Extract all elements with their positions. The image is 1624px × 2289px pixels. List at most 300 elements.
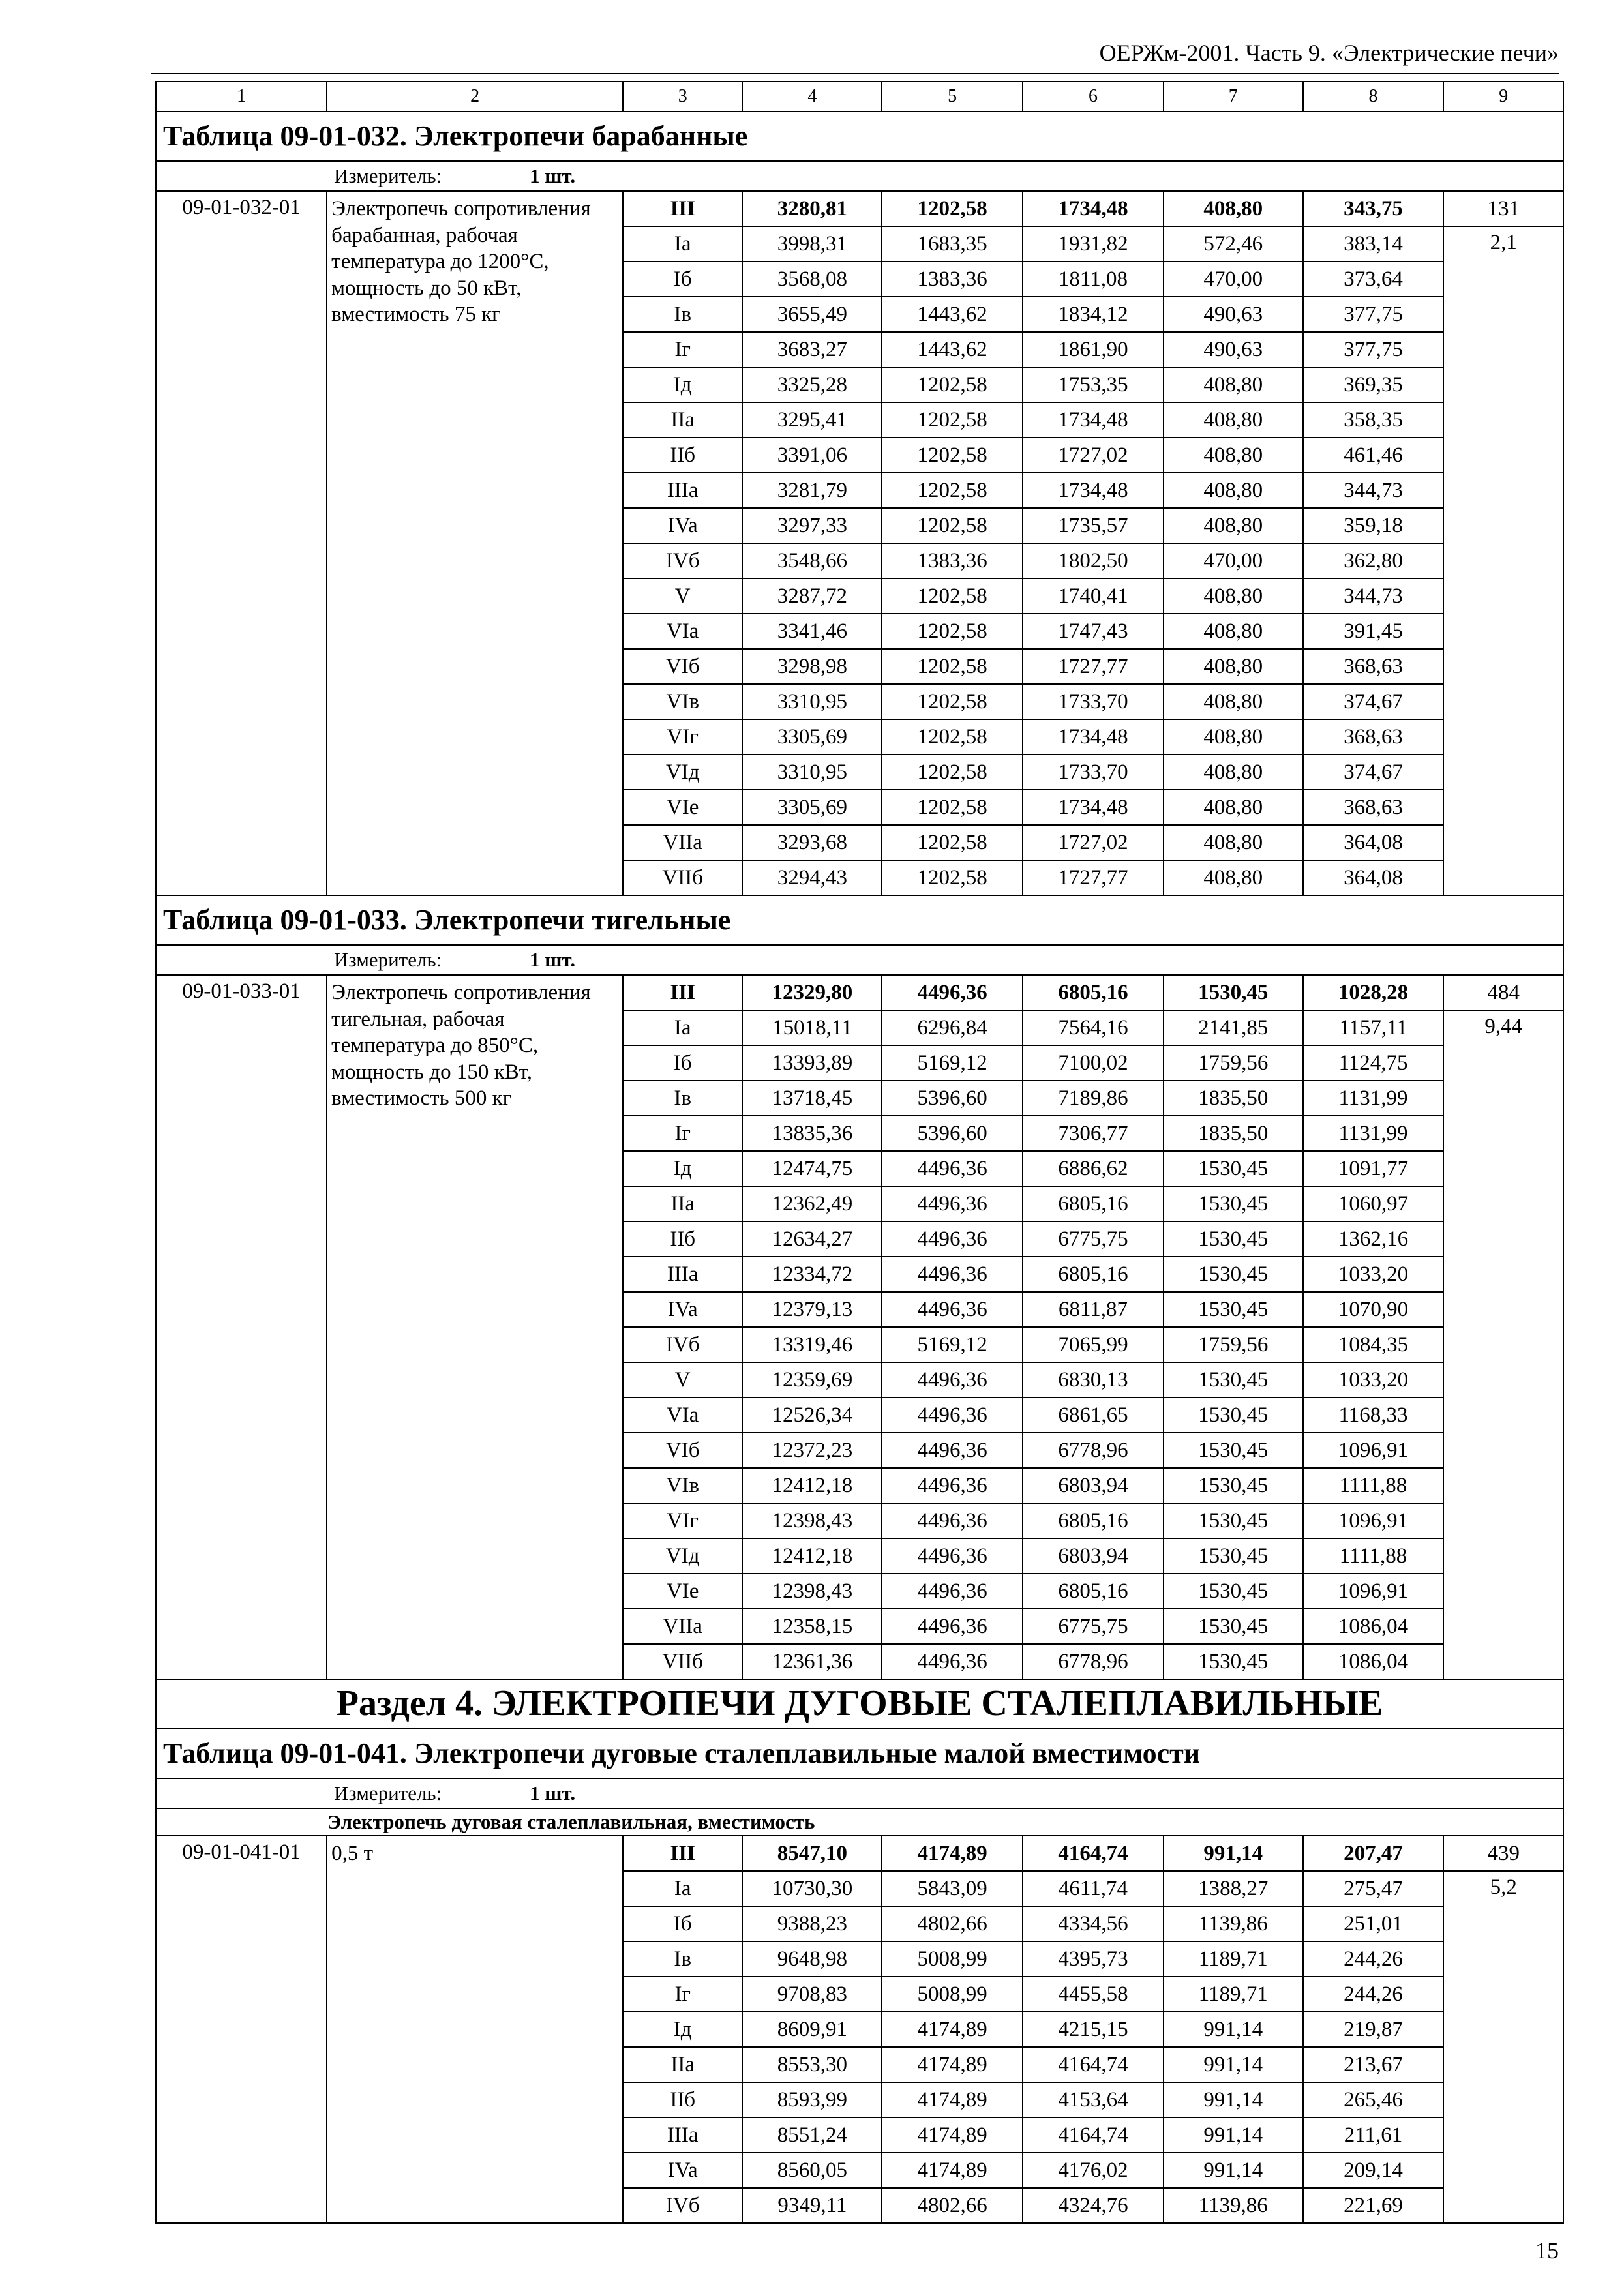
- value-cell: 7564,16: [1023, 1010, 1164, 1045]
- meter-label: Измеритель:: [334, 948, 442, 971]
- value-cell: 1530,45: [1164, 1538, 1303, 1574]
- value-cell: 5008,99: [882, 1941, 1023, 1977]
- value-cell: 1388,27: [1164, 1871, 1303, 1906]
- value-cell: 1727,77: [1023, 860, 1164, 895]
- value-cell: 3310,95: [742, 684, 882, 719]
- value-cell: 1189,71: [1164, 1977, 1303, 2012]
- value-cell: 3298,98: [742, 649, 882, 684]
- value-cell: 991,14: [1164, 2082, 1303, 2117]
- value-cell: 364,08: [1303, 860, 1444, 895]
- table-row: [156, 975, 1563, 1010]
- value-cell: 344,73: [1303, 578, 1444, 614]
- value-cell: 6861,65: [1023, 1398, 1164, 1433]
- value-cell: 408,80: [1164, 367, 1303, 402]
- value-cell: 15018,11: [742, 1010, 882, 1045]
- value-cell: 408,80: [1164, 719, 1303, 755]
- value-cell: 3325,28: [742, 367, 882, 402]
- value-cell: 6805,16: [1023, 1574, 1164, 1609]
- wage-rate: 2,1: [1443, 226, 1563, 895]
- table-title: Таблица 09-01-032. Электропечи барабанные: [156, 112, 1563, 161]
- value-cell: 3310,95: [742, 755, 882, 790]
- value-cell: 8560,05: [742, 2153, 882, 2188]
- value-cell: 1802,50: [1023, 543, 1164, 578]
- value-cell: 362,80: [1303, 543, 1444, 578]
- value-cell: 4455,58: [1023, 1977, 1164, 2012]
- value-cell: 12359,69: [742, 1362, 882, 1398]
- value-cell: 1086,04: [1303, 1609, 1444, 1644]
- meter-row: [156, 1778, 1563, 1808]
- value-cell: 383,14: [1303, 226, 1444, 262]
- value-cell: 1834,12: [1023, 297, 1164, 332]
- value-cell: 1202,58: [882, 473, 1023, 508]
- value-cell: 8551,24: [742, 2117, 882, 2153]
- value-cell: 4174,89: [882, 1836, 1023, 1871]
- zone-cell: Iг: [623, 332, 743, 367]
- value-cell: 991,14: [1164, 2117, 1303, 2153]
- value-cell: 490,63: [1164, 332, 1303, 367]
- value-cell: 12329,80: [742, 975, 882, 1010]
- value-cell: 408,80: [1164, 438, 1303, 473]
- value-cell: 8593,99: [742, 2082, 882, 2117]
- zone-cell: III: [623, 1836, 743, 1871]
- value-cell: 369,35: [1303, 367, 1444, 402]
- value-cell: 6886,62: [1023, 1151, 1164, 1186]
- value-cell: 1530,45: [1164, 1503, 1303, 1538]
- value-cell: 211,61: [1303, 2117, 1444, 2153]
- zone-cell: IIб: [623, 1221, 743, 1257]
- value-cell: 6803,94: [1023, 1538, 1164, 1574]
- zone-cell: V: [623, 1362, 743, 1398]
- column-number: 6: [1023, 82, 1164, 112]
- value-cell: 374,67: [1303, 755, 1444, 790]
- value-cell: 4496,36: [882, 1151, 1023, 1186]
- value-cell: 4496,36: [882, 975, 1023, 1010]
- value-cell: 6805,16: [1023, 1503, 1164, 1538]
- value-cell: 9648,98: [742, 1941, 882, 1977]
- value-cell: 1530,45: [1164, 1433, 1303, 1468]
- value-cell: 1139,86: [1164, 1906, 1303, 1941]
- value-cell: 3305,69: [742, 719, 882, 755]
- value-cell: 9708,83: [742, 1977, 882, 2012]
- value-cell: 1383,36: [882, 262, 1023, 297]
- value-cell: 6805,16: [1023, 975, 1164, 1010]
- value-cell: 12474,75: [742, 1151, 882, 1186]
- value-cell: 1530,45: [1164, 1574, 1303, 1609]
- value-cell: 1759,56: [1164, 1327, 1303, 1362]
- item-description: Электропечь сопротивления барабанная, рабочая температура до 1200°С, мощность до 50 кВт, вместимость 75 кг: [327, 191, 623, 895]
- value-cell: 1811,08: [1023, 262, 1164, 297]
- value-cell: 408,80: [1164, 790, 1303, 825]
- meter-value: 1 шт.: [530, 1781, 576, 1804]
- value-cell: 4496,36: [882, 1398, 1023, 1433]
- value-cell: 7100,02: [1023, 1045, 1164, 1081]
- value-cell: 1683,35: [882, 226, 1023, 262]
- value-cell: 1530,45: [1164, 975, 1303, 1010]
- value-cell: 3297,33: [742, 508, 882, 543]
- value-cell: 1530,45: [1164, 1609, 1303, 1644]
- table-row: [156, 191, 1563, 226]
- value-cell: 408,80: [1164, 825, 1303, 860]
- zone-cell: IVб: [623, 1327, 743, 1362]
- value-cell: 1202,58: [882, 367, 1023, 402]
- value-cell: 490,63: [1164, 297, 1303, 332]
- value-cell: 12398,43: [742, 1574, 882, 1609]
- value-cell: 4496,36: [882, 1221, 1023, 1257]
- value-cell: 1734,48: [1023, 790, 1164, 825]
- value-cell: 1530,45: [1164, 1398, 1303, 1433]
- zone-cell: IIIa: [623, 2117, 743, 2153]
- value-cell: 3655,49: [742, 297, 882, 332]
- zone-cell: VIIб: [623, 1644, 743, 1679]
- zone-cell: Iг: [623, 1116, 743, 1151]
- value-cell: 1735,57: [1023, 508, 1164, 543]
- zone-cell: Iд: [623, 1151, 743, 1186]
- value-cell: 1086,04: [1303, 1644, 1444, 1679]
- value-cell: 1060,97: [1303, 1186, 1444, 1221]
- zone-cell: VIa: [623, 1398, 743, 1433]
- subtitle-row: [156, 1808, 1563, 1836]
- zone-cell: VIв: [623, 1468, 743, 1503]
- value-cell: 6805,16: [1023, 1186, 1164, 1221]
- zone-cell: VIa: [623, 614, 743, 649]
- value-cell: 1530,45: [1164, 1186, 1303, 1221]
- value-cell: 1096,91: [1303, 1433, 1444, 1468]
- zone-cell: Ia: [623, 1010, 743, 1045]
- value-cell: 4496,36: [882, 1186, 1023, 1221]
- page-number: 15: [1535, 2237, 1559, 2264]
- value-cell: 1202,58: [882, 755, 1023, 790]
- zone-cell: IVa: [623, 2153, 743, 2188]
- value-cell: 1383,36: [882, 543, 1023, 578]
- value-cell: 1443,62: [882, 297, 1023, 332]
- value-cell: 4174,89: [882, 2082, 1023, 2117]
- value-cell: 4611,74: [1023, 1871, 1164, 1906]
- zone-cell: IIб: [623, 2082, 743, 2117]
- section-row: [156, 1679, 1563, 1729]
- value-cell: 4496,36: [882, 1538, 1023, 1574]
- value-cell: 1111,88: [1303, 1538, 1444, 1574]
- value-cell: 359,18: [1303, 508, 1444, 543]
- value-cell: 1734,48: [1023, 191, 1164, 226]
- value-cell: 1759,56: [1164, 1045, 1303, 1081]
- value-cell: 1740,41: [1023, 578, 1164, 614]
- value-cell: 213,67: [1303, 2047, 1444, 2082]
- value-cell: 1202,58: [882, 402, 1023, 438]
- value-cell: 1202,58: [882, 614, 1023, 649]
- value-cell: 1835,50: [1164, 1081, 1303, 1116]
- value-cell: 1202,58: [882, 790, 1023, 825]
- meter: [156, 161, 1563, 191]
- value-cell: 6803,94: [1023, 1468, 1164, 1503]
- value-cell: 1727,77: [1023, 649, 1164, 684]
- value-cell: 3391,06: [742, 438, 882, 473]
- value-cell: 461,46: [1303, 438, 1444, 473]
- value-cell: 12362,49: [742, 1186, 882, 1221]
- value-cell: 219,87: [1303, 2012, 1444, 2047]
- value-cell: 4496,36: [882, 1644, 1023, 1679]
- table-body: [156, 82, 1563, 2223]
- value-cell: 207,47: [1303, 1836, 1444, 1871]
- zone-cell: IVa: [623, 508, 743, 543]
- value-cell: 1111,88: [1303, 1468, 1444, 1503]
- value-cell: 5169,12: [882, 1045, 1023, 1081]
- value-cell: 1202,58: [882, 649, 1023, 684]
- value-cell: 13835,36: [742, 1116, 882, 1151]
- meter-row: [156, 945, 1563, 975]
- value-cell: 1096,91: [1303, 1574, 1444, 1609]
- wage-rate: 9,44: [1443, 1010, 1563, 1679]
- value-cell: 209,14: [1303, 2153, 1444, 2188]
- zone-cell: IVб: [623, 2188, 743, 2223]
- zone-cell: VIб: [623, 1433, 743, 1468]
- value-cell: 1530,45: [1164, 1257, 1303, 1292]
- value-cell: 408,80: [1164, 191, 1303, 226]
- header-rule: [151, 73, 1559, 74]
- value-cell: 8547,10: [742, 1836, 882, 1871]
- value-cell: 4496,36: [882, 1503, 1023, 1538]
- value-cell: 1530,45: [1164, 1221, 1303, 1257]
- value-cell: 5396,60: [882, 1081, 1023, 1116]
- labor-cost: 484: [1443, 975, 1563, 1010]
- value-cell: 4496,36: [882, 1609, 1023, 1644]
- value-cell: 991,14: [1164, 1836, 1303, 1871]
- value-cell: 221,69: [1303, 2188, 1444, 2223]
- labor-cost: 439: [1443, 1836, 1563, 1871]
- value-cell: 1530,45: [1164, 1151, 1303, 1186]
- column-number: 5: [882, 82, 1023, 112]
- value-cell: 4334,56: [1023, 1906, 1164, 1941]
- value-cell: 3305,69: [742, 790, 882, 825]
- zone-cell: IIIa: [623, 473, 743, 508]
- value-cell: 12358,15: [742, 1609, 882, 1644]
- column-number: 8: [1303, 82, 1444, 112]
- value-cell: 12398,43: [742, 1503, 882, 1538]
- meter-value: 1 шт.: [530, 164, 576, 187]
- meter-value: 1 шт.: [530, 948, 576, 971]
- value-cell: 6830,13: [1023, 1362, 1164, 1398]
- value-cell: 12526,34: [742, 1398, 882, 1433]
- value-cell: 1861,90: [1023, 332, 1164, 367]
- value-cell: 3998,31: [742, 226, 882, 262]
- table-title-row: [156, 895, 1563, 945]
- value-cell: 7065,99: [1023, 1327, 1164, 1362]
- value-cell: 4324,76: [1023, 2188, 1164, 2223]
- value-cell: 1202,58: [882, 684, 1023, 719]
- item-code: 09-01-032-01: [156, 191, 327, 895]
- column-number: 7: [1164, 82, 1303, 112]
- price-table: [155, 81, 1564, 2224]
- value-cell: 1131,99: [1303, 1116, 1444, 1151]
- zone-cell: Iв: [623, 1941, 743, 1977]
- value-cell: 1168,33: [1303, 1398, 1444, 1433]
- value-cell: 1835,50: [1164, 1116, 1303, 1151]
- meter-label: Измеритель:: [334, 164, 442, 187]
- value-cell: 12412,18: [742, 1538, 882, 1574]
- value-cell: 4164,74: [1023, 1836, 1164, 1871]
- value-cell: 1202,58: [882, 719, 1023, 755]
- value-cell: 1084,35: [1303, 1327, 1444, 1362]
- zone-cell: Iб: [623, 1045, 743, 1081]
- value-cell: 6811,87: [1023, 1292, 1164, 1327]
- value-cell: 408,80: [1164, 508, 1303, 543]
- value-cell: 377,75: [1303, 297, 1444, 332]
- value-cell: 5169,12: [882, 1327, 1023, 1362]
- zone-cell: Iб: [623, 1906, 743, 1941]
- value-cell: 265,46: [1303, 2082, 1444, 2117]
- value-cell: 1753,35: [1023, 367, 1164, 402]
- value-cell: 1124,75: [1303, 1045, 1444, 1081]
- value-cell: 4496,36: [882, 1292, 1023, 1327]
- zone-cell: VIв: [623, 684, 743, 719]
- value-cell: 4496,36: [882, 1574, 1023, 1609]
- zone-cell: Iб: [623, 262, 743, 297]
- zone-cell: VIд: [623, 755, 743, 790]
- value-cell: 6775,75: [1023, 1609, 1164, 1644]
- value-cell: 4174,89: [882, 2012, 1023, 2047]
- value-cell: 1734,48: [1023, 402, 1164, 438]
- zone-cell: IVб: [623, 543, 743, 578]
- value-cell: 1733,70: [1023, 755, 1164, 790]
- value-cell: 1202,58: [882, 578, 1023, 614]
- value-cell: 408,80: [1164, 649, 1303, 684]
- value-cell: 12412,18: [742, 1468, 882, 1503]
- value-cell: 408,80: [1164, 578, 1303, 614]
- value-cell: 3683,27: [742, 332, 882, 367]
- value-cell: 10730,30: [742, 1871, 882, 1906]
- value-cell: 374,67: [1303, 684, 1444, 719]
- value-cell: 2141,85: [1164, 1010, 1303, 1045]
- value-cell: 7306,77: [1023, 1116, 1164, 1151]
- value-cell: 9349,11: [742, 2188, 882, 2223]
- zone-cell: VIIa: [623, 825, 743, 860]
- value-cell: 5843,09: [882, 1871, 1023, 1906]
- value-cell: 1028,28: [1303, 975, 1444, 1010]
- value-cell: 4164,74: [1023, 2047, 1164, 2082]
- column-number: 1: [156, 82, 327, 112]
- zone-cell: III: [623, 975, 743, 1010]
- value-cell: 4802,66: [882, 2188, 1023, 2223]
- zone-cell: VIe: [623, 790, 743, 825]
- value-cell: 368,63: [1303, 790, 1444, 825]
- value-cell: 1202,58: [882, 825, 1023, 860]
- meter: [156, 1778, 1563, 1808]
- value-cell: 1202,58: [882, 860, 1023, 895]
- value-cell: 8609,91: [742, 2012, 882, 2047]
- value-cell: 12334,72: [742, 1257, 882, 1292]
- value-cell: 1202,58: [882, 508, 1023, 543]
- value-cell: 4496,36: [882, 1433, 1023, 1468]
- value-cell: 1091,77: [1303, 1151, 1444, 1186]
- value-cell: 1189,71: [1164, 1941, 1303, 1977]
- meter: [156, 945, 1563, 975]
- zone-cell: Iв: [623, 297, 743, 332]
- value-cell: 408,80: [1164, 684, 1303, 719]
- value-cell: 6296,84: [882, 1010, 1023, 1045]
- zone-cell: Ia: [623, 226, 743, 262]
- value-cell: 4153,64: [1023, 2082, 1164, 2117]
- zone-cell: Ia: [623, 1871, 743, 1906]
- value-cell: 6775,75: [1023, 1221, 1164, 1257]
- zone-cell: VIб: [623, 649, 743, 684]
- value-cell: 408,80: [1164, 860, 1303, 895]
- column-number: 9: [1443, 82, 1563, 112]
- value-cell: 4395,73: [1023, 1941, 1164, 1977]
- value-cell: 1530,45: [1164, 1292, 1303, 1327]
- table-title-row: [156, 112, 1563, 161]
- column-number: 2: [327, 82, 623, 112]
- meter-label: Измеритель:: [334, 1781, 442, 1804]
- value-cell: 1139,86: [1164, 2188, 1303, 2223]
- page-header: ОЕРЖм-2001. Часть 9. «Электрические печи»: [1099, 40, 1559, 66]
- value-cell: 368,63: [1303, 719, 1444, 755]
- value-cell: 3548,66: [742, 543, 882, 578]
- zone-cell: VIг: [623, 719, 743, 755]
- value-cell: 1530,45: [1164, 1362, 1303, 1398]
- value-cell: 13319,46: [742, 1327, 882, 1362]
- zone-cell: IIб: [623, 438, 743, 473]
- value-cell: 470,00: [1164, 262, 1303, 297]
- value-cell: 13393,89: [742, 1045, 882, 1081]
- value-cell: 1070,90: [1303, 1292, 1444, 1327]
- column-numbers-row: [156, 82, 1563, 112]
- value-cell: 1362,16: [1303, 1221, 1444, 1257]
- value-cell: 4496,36: [882, 1468, 1023, 1503]
- zone-cell: VIe: [623, 1574, 743, 1609]
- zone-cell: Iв: [623, 1081, 743, 1116]
- value-cell: 1202,58: [882, 191, 1023, 226]
- zone-cell: Iг: [623, 1977, 743, 2012]
- value-cell: 3293,68: [742, 825, 882, 860]
- meter-row: [156, 161, 1563, 191]
- value-cell: 6778,96: [1023, 1644, 1164, 1679]
- value-cell: 7189,86: [1023, 1081, 1164, 1116]
- item-description: Электропечь сопротивления тигельная, рабочая температура до 850°С, мощность до 150 кВт, вместимость 500 кг: [327, 975, 623, 1679]
- zone-cell: IIIa: [623, 1257, 743, 1292]
- value-cell: 9388,23: [742, 1906, 882, 1941]
- zone-cell: III: [623, 191, 743, 226]
- zone-cell: IIa: [623, 2047, 743, 2082]
- value-cell: 991,14: [1164, 2047, 1303, 2082]
- value-cell: 4496,36: [882, 1257, 1023, 1292]
- table-title: Таблица 09-01-041. Электропечи дуговые сталеплавильные малой вместимости: [156, 1729, 1563, 1778]
- zone-cell: VIг: [623, 1503, 743, 1538]
- value-cell: 5008,99: [882, 1977, 1023, 2012]
- value-cell: 4496,36: [882, 1362, 1023, 1398]
- value-cell: 991,14: [1164, 2153, 1303, 2188]
- table-subtitle: Электропечь дуговая сталеплавильная, вместимость: [156, 1808, 1563, 1836]
- value-cell: 470,00: [1164, 543, 1303, 578]
- value-cell: 1734,48: [1023, 473, 1164, 508]
- value-cell: 3295,41: [742, 402, 882, 438]
- wage-rate: 5,2: [1443, 1871, 1563, 2223]
- value-cell: 1033,20: [1303, 1362, 1444, 1398]
- zone-cell: VIд: [623, 1538, 743, 1574]
- column-number: 3: [623, 82, 743, 112]
- value-cell: 1202,58: [882, 438, 1023, 473]
- value-cell: 6805,16: [1023, 1257, 1164, 1292]
- value-cell: 1747,43: [1023, 614, 1164, 649]
- table-title: Таблица 09-01-033. Электропечи тигельные: [156, 895, 1563, 945]
- value-cell: 244,26: [1303, 1941, 1444, 1977]
- value-cell: 8553,30: [742, 2047, 882, 2082]
- zone-cell: Iд: [623, 367, 743, 402]
- value-cell: 3341,46: [742, 614, 882, 649]
- value-cell: 1530,45: [1164, 1644, 1303, 1679]
- value-cell: 1727,02: [1023, 438, 1164, 473]
- value-cell: 991,14: [1164, 2012, 1303, 2047]
- zone-cell: VIIб: [623, 860, 743, 895]
- value-cell: 1157,11: [1303, 1010, 1444, 1045]
